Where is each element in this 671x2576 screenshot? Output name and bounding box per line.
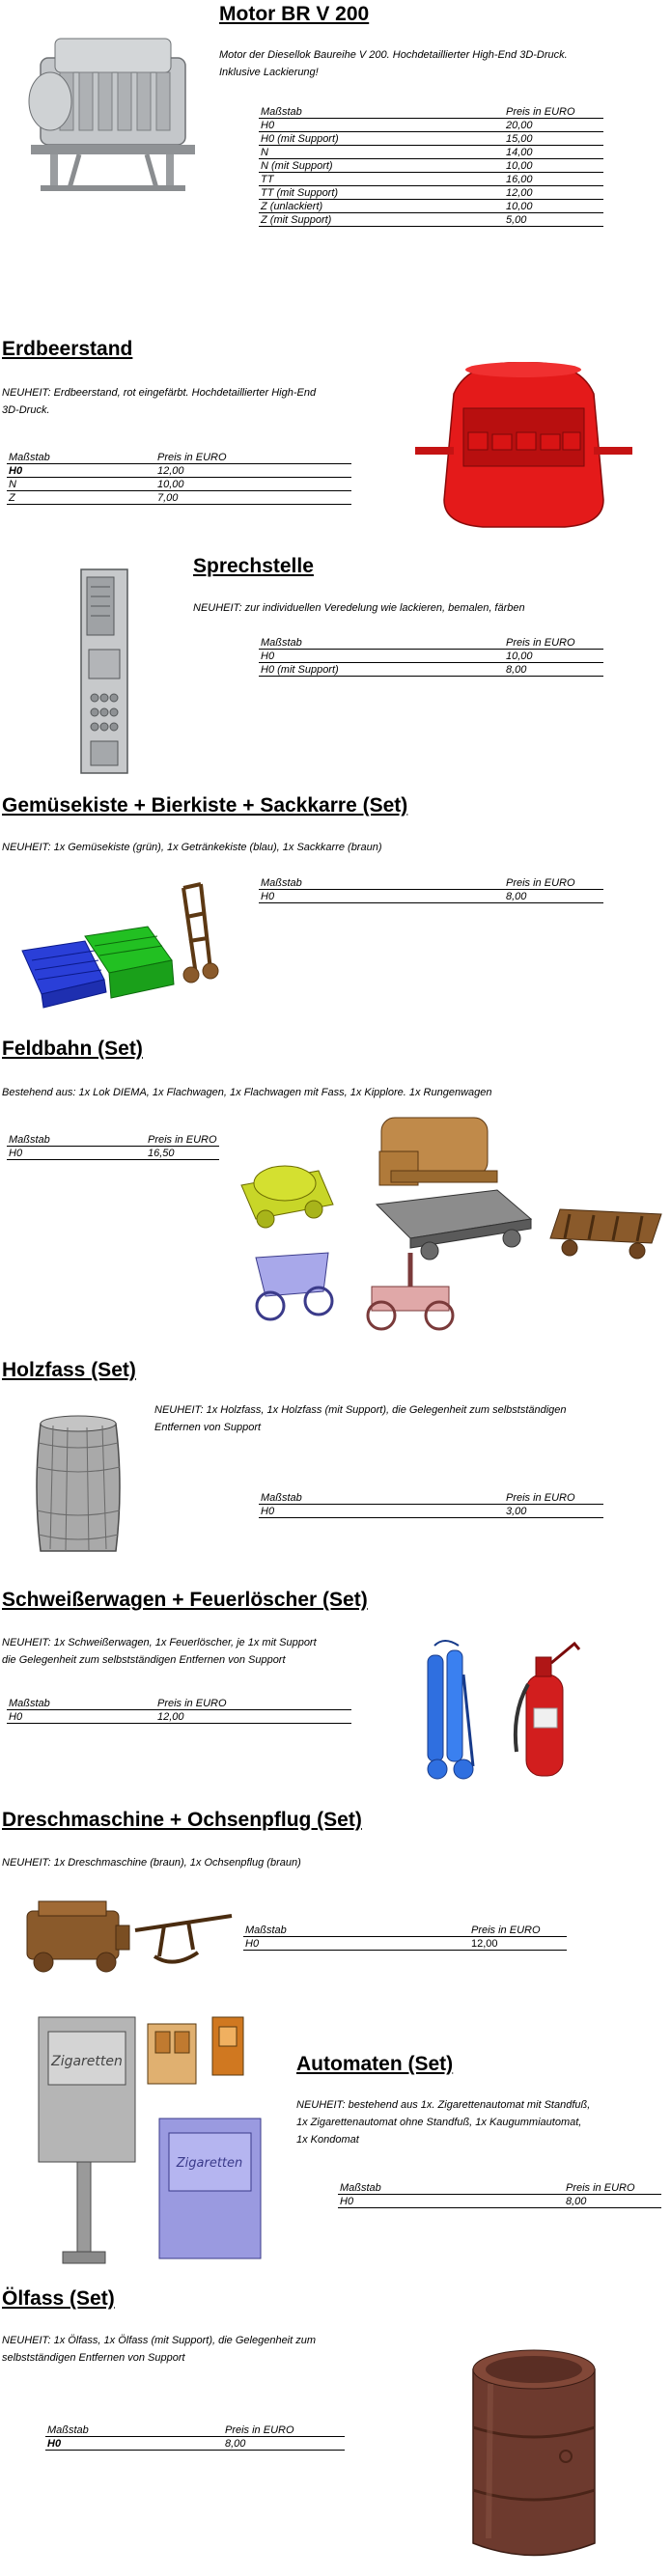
table-row: N 10,00 bbox=[7, 478, 351, 491]
gemuese-desc-line1: NEUHEIT: 1x Gemüsekiste (grün), 1x Getränkekiste (blau), 1x Sackkarre (braun) bbox=[2, 842, 382, 853]
erdbeer-title: Erdbeerstand bbox=[2, 338, 133, 360]
oelfass-description bbox=[2, 2332, 407, 2367]
sprech-desc-line1: NEUHEIT: zur individuellen Veredelung wie lackieren, bemalen, färben bbox=[193, 602, 525, 614]
col-price-header: Preis in EURO bbox=[469, 1924, 567, 1937]
table-row: Z (unlackiert) 10,00 bbox=[259, 200, 603, 213]
field-railway-set-3d-model-image bbox=[237, 1108, 666, 1340]
table-row: H0 16,50 bbox=[7, 1147, 219, 1160]
automaten-desc-line3: 1x Kondomat bbox=[296, 2134, 359, 2146]
col-scale-header: Maßstab bbox=[259, 876, 504, 890]
vending-machines-3d-model-image bbox=[34, 2012, 266, 2268]
col-scale-header: Maßstab bbox=[7, 451, 155, 464]
dresch-title: Dreschmaschine + Ochsenpflug (Set) bbox=[2, 1809, 362, 1831]
oelfass-title: Ölfass (Set) bbox=[2, 2287, 115, 2310]
table-row: H0 12,00 bbox=[7, 464, 351, 478]
motor-description bbox=[219, 46, 663, 81]
col-price-header: Preis in EURO bbox=[504, 876, 603, 890]
welding-cart-and-extinguisher-3d-model-image bbox=[420, 1636, 589, 1786]
gemuese-price-table bbox=[259, 876, 603, 903]
col-scale-header: Maßstab bbox=[45, 2424, 223, 2437]
schweiss-price-table bbox=[7, 1697, 351, 1724]
motor-title: Motor BR V 200 bbox=[219, 3, 370, 25]
erdbeer-desc-line2: 3D-Druck. bbox=[2, 404, 50, 416]
table-row: H0 12,00 bbox=[7, 1710, 351, 1724]
sprech-price-table bbox=[259, 636, 603, 677]
table-row: H0 3,00 bbox=[259, 1505, 603, 1518]
crates-and-handtruck-3d-model-image bbox=[17, 878, 220, 1013]
col-scale-header: Maßstab bbox=[259, 636, 504, 650]
table-row: TT (mit Support) 12,00 bbox=[259, 186, 603, 200]
table-row: H0 8,00 bbox=[259, 890, 603, 903]
dresch-desc-line1: NEUHEIT: 1x Dreschmaschine (braun), 1x Ochsenpflug (braun) bbox=[2, 1857, 301, 1869]
erdbeer-description bbox=[2, 384, 407, 419]
table-row: H0 20,00 bbox=[259, 119, 603, 132]
automaten-desc-line1: NEUHEIT: bestehend aus 1x. Zigarettenautomat mit Standfuß, bbox=[296, 2099, 591, 2111]
dresch-price-table bbox=[243, 1924, 567, 1951]
oil-drum-3d-model-image bbox=[461, 2345, 606, 2569]
table-row: TT 16,00 bbox=[259, 173, 603, 186]
intercom-panel-3d-model-image bbox=[79, 568, 129, 775]
feldbahn-description bbox=[2, 1084, 668, 1101]
oelfass-desc-line1: NEUHEIT: 1x Ölfass, 1x Ölfass (mit Support), die Gelegenheit zum bbox=[2, 2335, 317, 2346]
erdbeer-price-table bbox=[7, 451, 351, 505]
feldbahn-title: Feldbahn (Set) bbox=[2, 1038, 143, 1060]
col-price-header: Preis in EURO bbox=[223, 2424, 345, 2437]
sprech-title: Sprechstelle bbox=[193, 555, 314, 577]
table-row: H0 (mit Support) 8,00 bbox=[259, 663, 603, 677]
schweiss-description bbox=[2, 1634, 407, 1669]
table-row: H0 8,00 bbox=[338, 2195, 661, 2208]
automaten-desc-line2: 1x Zigarettenautomat ohne Standfuß, 1x Kaugummiautomat, bbox=[296, 2117, 582, 2128]
col-price-header: Preis in EURO bbox=[155, 451, 351, 464]
col-scale-header: Maßstab bbox=[243, 1924, 469, 1937]
col-price-header: Preis in EURO bbox=[504, 105, 603, 119]
holzfass-title: Holzfass (Set) bbox=[2, 1359, 136, 1381]
svg-text:Zigaretten: Zigaretten bbox=[51, 2054, 123, 2069]
strawberry-stand-3d-model-image bbox=[410, 355, 637, 534]
holzfass-price-table bbox=[259, 1491, 603, 1518]
wooden-barrel-3d-model-image bbox=[29, 1414, 127, 1561]
motor-price-table bbox=[259, 105, 603, 227]
automaten-price-table bbox=[338, 2181, 661, 2208]
gemuese-description bbox=[2, 839, 658, 856]
motor-desc-line2: Inklusive Lackierung! bbox=[219, 67, 319, 78]
table-row: N 14,00 bbox=[259, 146, 603, 159]
col-price-header: Preis in EURO bbox=[155, 1697, 351, 1710]
erdbeer-desc-line1: NEUHEIT: Erdbeerstand, rot eingefärbt. Hochdetaillierter High-End bbox=[2, 387, 317, 399]
table-row: N (mit Support) 10,00 bbox=[259, 159, 603, 173]
automaten-description bbox=[296, 2096, 668, 2148]
engine-3d-model-image bbox=[12, 19, 214, 198]
automaten-title: Automaten (Set) bbox=[296, 2053, 454, 2075]
col-scale-header: Maßstab bbox=[338, 2181, 564, 2195]
col-price-header: Preis in EURO bbox=[504, 1491, 603, 1505]
table-row: Z 7,00 bbox=[7, 491, 351, 505]
table-row: H0 (mit Support) 15,00 bbox=[259, 132, 603, 146]
holzfass-desc-line2: Entfernen von Support bbox=[154, 1422, 262, 1433]
table-row: H0 10,00 bbox=[259, 650, 603, 663]
sprech-description bbox=[193, 599, 637, 617]
table-row: Z (mit Support) 5,00 bbox=[259, 213, 603, 227]
gemuese-title: Gemüsekiste + Bierkiste + Sackkarre (Set) bbox=[2, 794, 408, 817]
holzfass-description bbox=[154, 1401, 666, 1436]
motor-desc-line1: Motor der Diesellok Baureihe V 200. Hochdetaillierter High-End 3D-Druck. bbox=[219, 49, 568, 61]
dresch-description bbox=[2, 1854, 581, 1871]
col-price-header: Preis in EURO bbox=[146, 1133, 219, 1147]
svg-text:Zigaretten: Zigaretten bbox=[176, 2156, 243, 2171]
threshing-machine-and-plough-3d-model-image bbox=[19, 1897, 243, 1979]
table-row: H0 8,00 bbox=[45, 2437, 345, 2451]
holzfass-desc-line1: NEUHEIT: 1x Holzfass, 1x Holzfass (mit Support), die Gelegenheit zum selbstständigen bbox=[154, 1404, 567, 1416]
col-price-header: Preis in EURO bbox=[564, 2181, 661, 2195]
feldbahn-desc-line1: Bestehend aus: 1x Lok DIEMA, 1x Flachwagen, 1x Flachwagen mit Fass, 1x Kipplore. 1x Rungenwagen bbox=[2, 1087, 492, 1098]
schweiss-desc-line1: NEUHEIT: 1x Schweißerwagen, 1x Feuerlöscher, je 1x mit Support bbox=[2, 1637, 317, 1648]
col-scale-header: Maßstab bbox=[259, 1491, 504, 1505]
oelfass-price-table bbox=[45, 2424, 345, 2451]
oelfass-desc-line2: selbstständigen Entfernen von Support bbox=[2, 2352, 185, 2364]
table-row: H0 12,00 bbox=[243, 1937, 567, 1951]
schweiss-title: Schweißerwagen + Feuerlöscher (Set) bbox=[2, 1589, 368, 1611]
col-scale-header: Maßstab bbox=[259, 105, 504, 119]
feldbahn-price-table bbox=[7, 1133, 219, 1160]
col-price-header: Preis in EURO bbox=[504, 636, 603, 650]
col-scale-header: Maßstab bbox=[7, 1133, 146, 1147]
col-scale-header: Maßstab bbox=[7, 1697, 155, 1710]
schweiss-desc-line2: die Gelegenheit zum selbstständigen Entfernen von Support bbox=[2, 1654, 286, 1666]
